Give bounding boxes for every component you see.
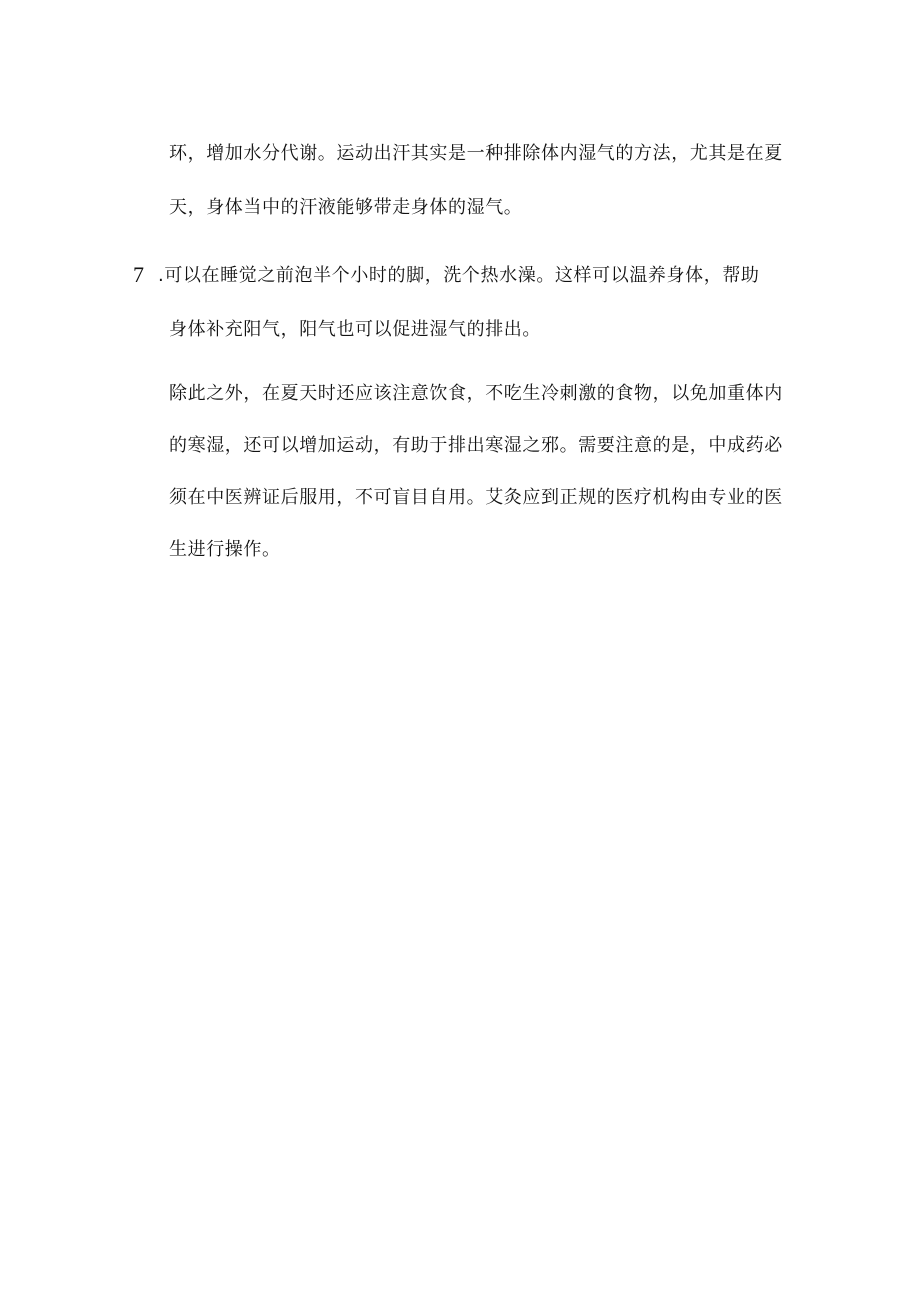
closing-paragraph-line-3: 须在中医辨证后服用，不可盲目自用。艾灸应到正规的医疗机构由专业的医 (169, 487, 783, 508)
list-item-number: 7 (133, 262, 144, 287)
closing-paragraph-line-4: 生进行操作。 (169, 539, 281, 560)
list-item-7-line-1: .可以在睡觉之前泡半个小时的脚，洗个热水澡。这样可以温养身体，帮助 (158, 265, 760, 286)
list-item-7-line-2: 身体补充阳气，阳气也可以促进湿气的排出。 (169, 319, 541, 340)
continuation-line-2: 天，身体当中的汗液能够带走身体的湿气。 (169, 197, 523, 218)
closing-paragraph-line-2: 的寒湿，还可以增加运动，有助于排出寒湿之邪。需要注意的是，中成药必 (169, 435, 783, 456)
continuation-line-1: 环，增加水分代谢。运动出汗其实是一种排除体内湿气的方法，尤其是在夏 (169, 143, 783, 164)
closing-paragraph-line-1: 除此之外，在夏天时还应该注意饮食，不吃生冷刺激的食物，以免加重体内 (169, 383, 783, 404)
